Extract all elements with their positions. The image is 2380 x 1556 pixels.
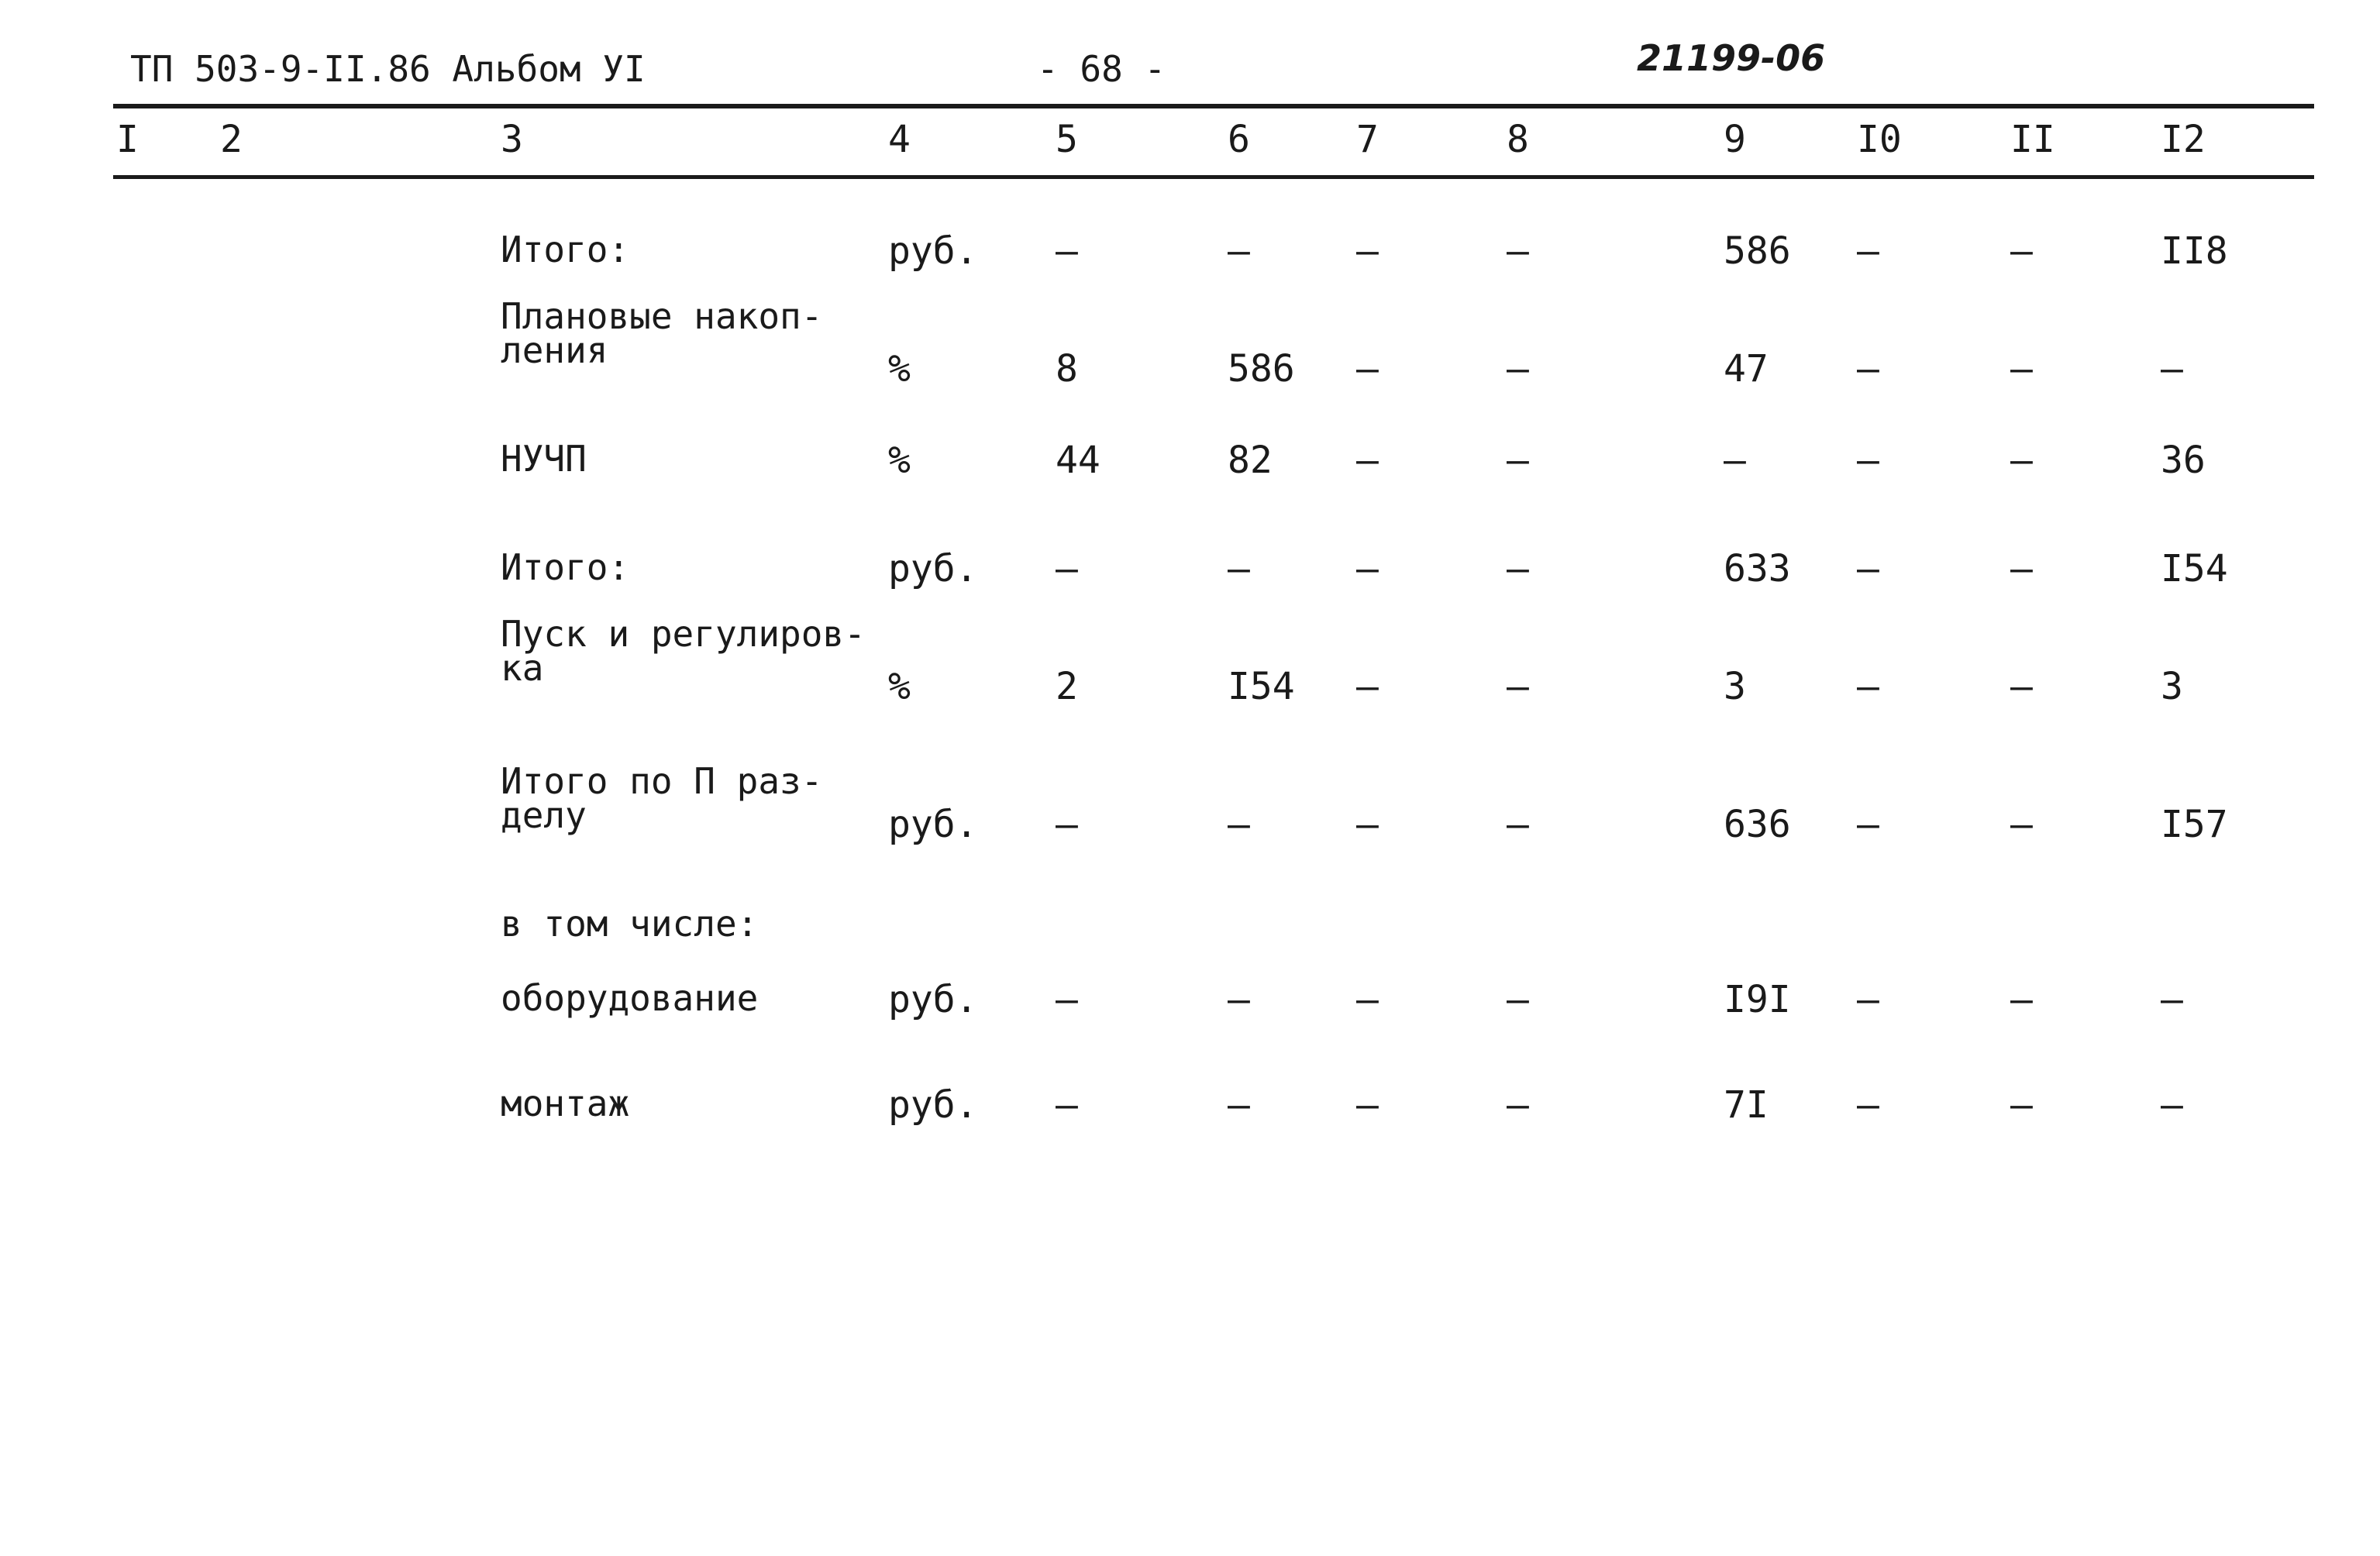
cell-c7: – [1356,347,1379,391]
cell-c5: 44 [1056,439,1100,482]
cell-c6: I54 [1228,665,1295,708]
cell-c9: I9I [1724,978,1791,1021]
cell-c5: – [1056,547,1078,590]
cell-c6: – [1228,803,1250,846]
cell-c12: I54 [2161,547,2228,590]
row-item-name [501,903,873,945]
cell-c10: – [1857,229,1879,273]
cell-c9: 636 [1724,803,1791,846]
cell-c10: – [1857,347,1879,391]
row-item-name-line: ка [501,647,544,689]
cell-c11: – [2010,1083,2033,1127]
row-item-name-line: монтаж [501,1083,630,1124]
cell-c11: – [2010,803,2033,846]
table-top-rule [113,104,2314,108]
cell-c6: – [1228,978,1250,1021]
cell-c12: 36 [2161,439,2206,482]
cell-c12: – [2161,347,2183,391]
cell-c7: – [1356,1083,1379,1127]
cell-c10: – [1857,665,1879,708]
row-item-name-line: Итого: [501,229,630,270]
row-item-name-line: в том числе: [501,903,759,945]
column-number-8: 8 [1507,118,1529,161]
cell-c9: 3 [1724,665,1746,708]
cell-c6: – [1228,547,1250,590]
cell-c8: – [1507,978,1529,1021]
row-item-name [501,295,873,371]
column-number-2: 2 [220,118,243,161]
cell-c10: – [1857,547,1879,590]
row-item-name-line: оборудование [501,977,759,1019]
row-item-name [501,229,873,270]
cell-c7: – [1356,439,1379,482]
column-number-12: I2 [2161,118,2206,161]
column-number-11: II [2010,118,2055,161]
column-number-9: 9 [1724,118,1746,161]
cell-c4: % [888,439,911,482]
cell-c7: – [1356,665,1379,708]
row-item-name-line: Пуск и регулиров- [501,613,866,655]
cell-c8: – [1507,547,1529,590]
cell-c4: руб. [888,547,978,590]
row-item-name-line: НУЧП [501,438,587,480]
cell-c9: 47 [1724,347,1769,391]
cell-c7: – [1356,229,1379,273]
cell-c11: – [2010,665,2033,708]
cell-c9: 633 [1724,547,1791,590]
column-number-10: I0 [1857,118,1902,161]
cell-c12: II8 [2161,229,2228,273]
cell-c11: – [2010,439,2033,482]
cell-c10: – [1857,978,1879,1021]
cell-c12: I57 [2161,803,2228,846]
column-number-5: 5 [1056,118,1078,161]
cell-c11: – [2010,347,2033,391]
row-item-name [501,760,873,836]
cell-c12: – [2161,978,2183,1021]
row-item-name-line: делу [501,794,587,836]
column-number-6: 6 [1228,118,1250,161]
cell-c5: – [1056,229,1078,273]
cell-c8: – [1507,439,1529,482]
cell-c8: – [1507,229,1529,273]
cell-c6: – [1228,1083,1250,1127]
cell-c11: – [2010,547,2033,590]
cell-c8: – [1507,347,1529,391]
cell-c7: – [1356,803,1379,846]
cell-c7: – [1356,978,1379,1021]
cell-c4: % [888,347,911,391]
cell-c8: – [1507,665,1529,708]
column-number-3: 3 [501,118,523,161]
cell-c6: 586 [1228,347,1295,391]
cell-c11: – [2010,978,2033,1021]
cell-c5: – [1056,1083,1078,1127]
cell-c12: 3 [2161,665,2183,708]
cell-c8: – [1507,803,1529,846]
row-item-name [501,1083,873,1124]
cell-c5: – [1056,978,1078,1021]
cell-c10: – [1857,1083,1879,1127]
row-item-name [501,613,873,689]
row-item-name [501,438,873,480]
document-reference: ТП 503-9-II.86 Альбом УI [130,48,646,90]
registration-stamp: 21199-06 [1637,37,1826,79]
cell-c5: – [1056,803,1078,846]
cell-c4: % [888,665,911,708]
row-item-name-line: Плановые накоп- [501,295,823,337]
cell-c5: 8 [1056,347,1078,391]
cell-c8: – [1507,1083,1529,1127]
cell-c4: руб. [888,978,978,1021]
cell-c5: 2 [1056,665,1078,708]
column-number-7: 7 [1356,118,1379,161]
row-item-name-line: ления [501,329,608,371]
column-number-1: I [116,118,139,161]
column-number-4: 4 [888,118,911,161]
cell-c4: руб. [888,1083,978,1127]
cell-c6: – [1228,229,1250,273]
cell-c9: – [1724,439,1746,482]
cell-c10: – [1857,803,1879,846]
cell-c11: – [2010,229,2033,273]
cell-c4: руб. [888,803,978,846]
cell-c9: 7I [1724,1083,1769,1127]
row-item-name-line: Итого по П раз- [501,760,823,802]
cell-c7: – [1356,547,1379,590]
cell-c4: руб. [888,229,978,273]
cell-c10: – [1857,439,1879,482]
page-number: - 68 - [1037,48,1166,90]
row-item-name [501,546,873,588]
row-item-name-line: Итого: [501,546,630,588]
cell-c9: 586 [1724,229,1791,273]
cell-c6: 82 [1228,439,1273,482]
row-item-name [501,977,873,1019]
table-header-rule [113,175,2314,179]
cell-c12: – [2161,1083,2183,1127]
